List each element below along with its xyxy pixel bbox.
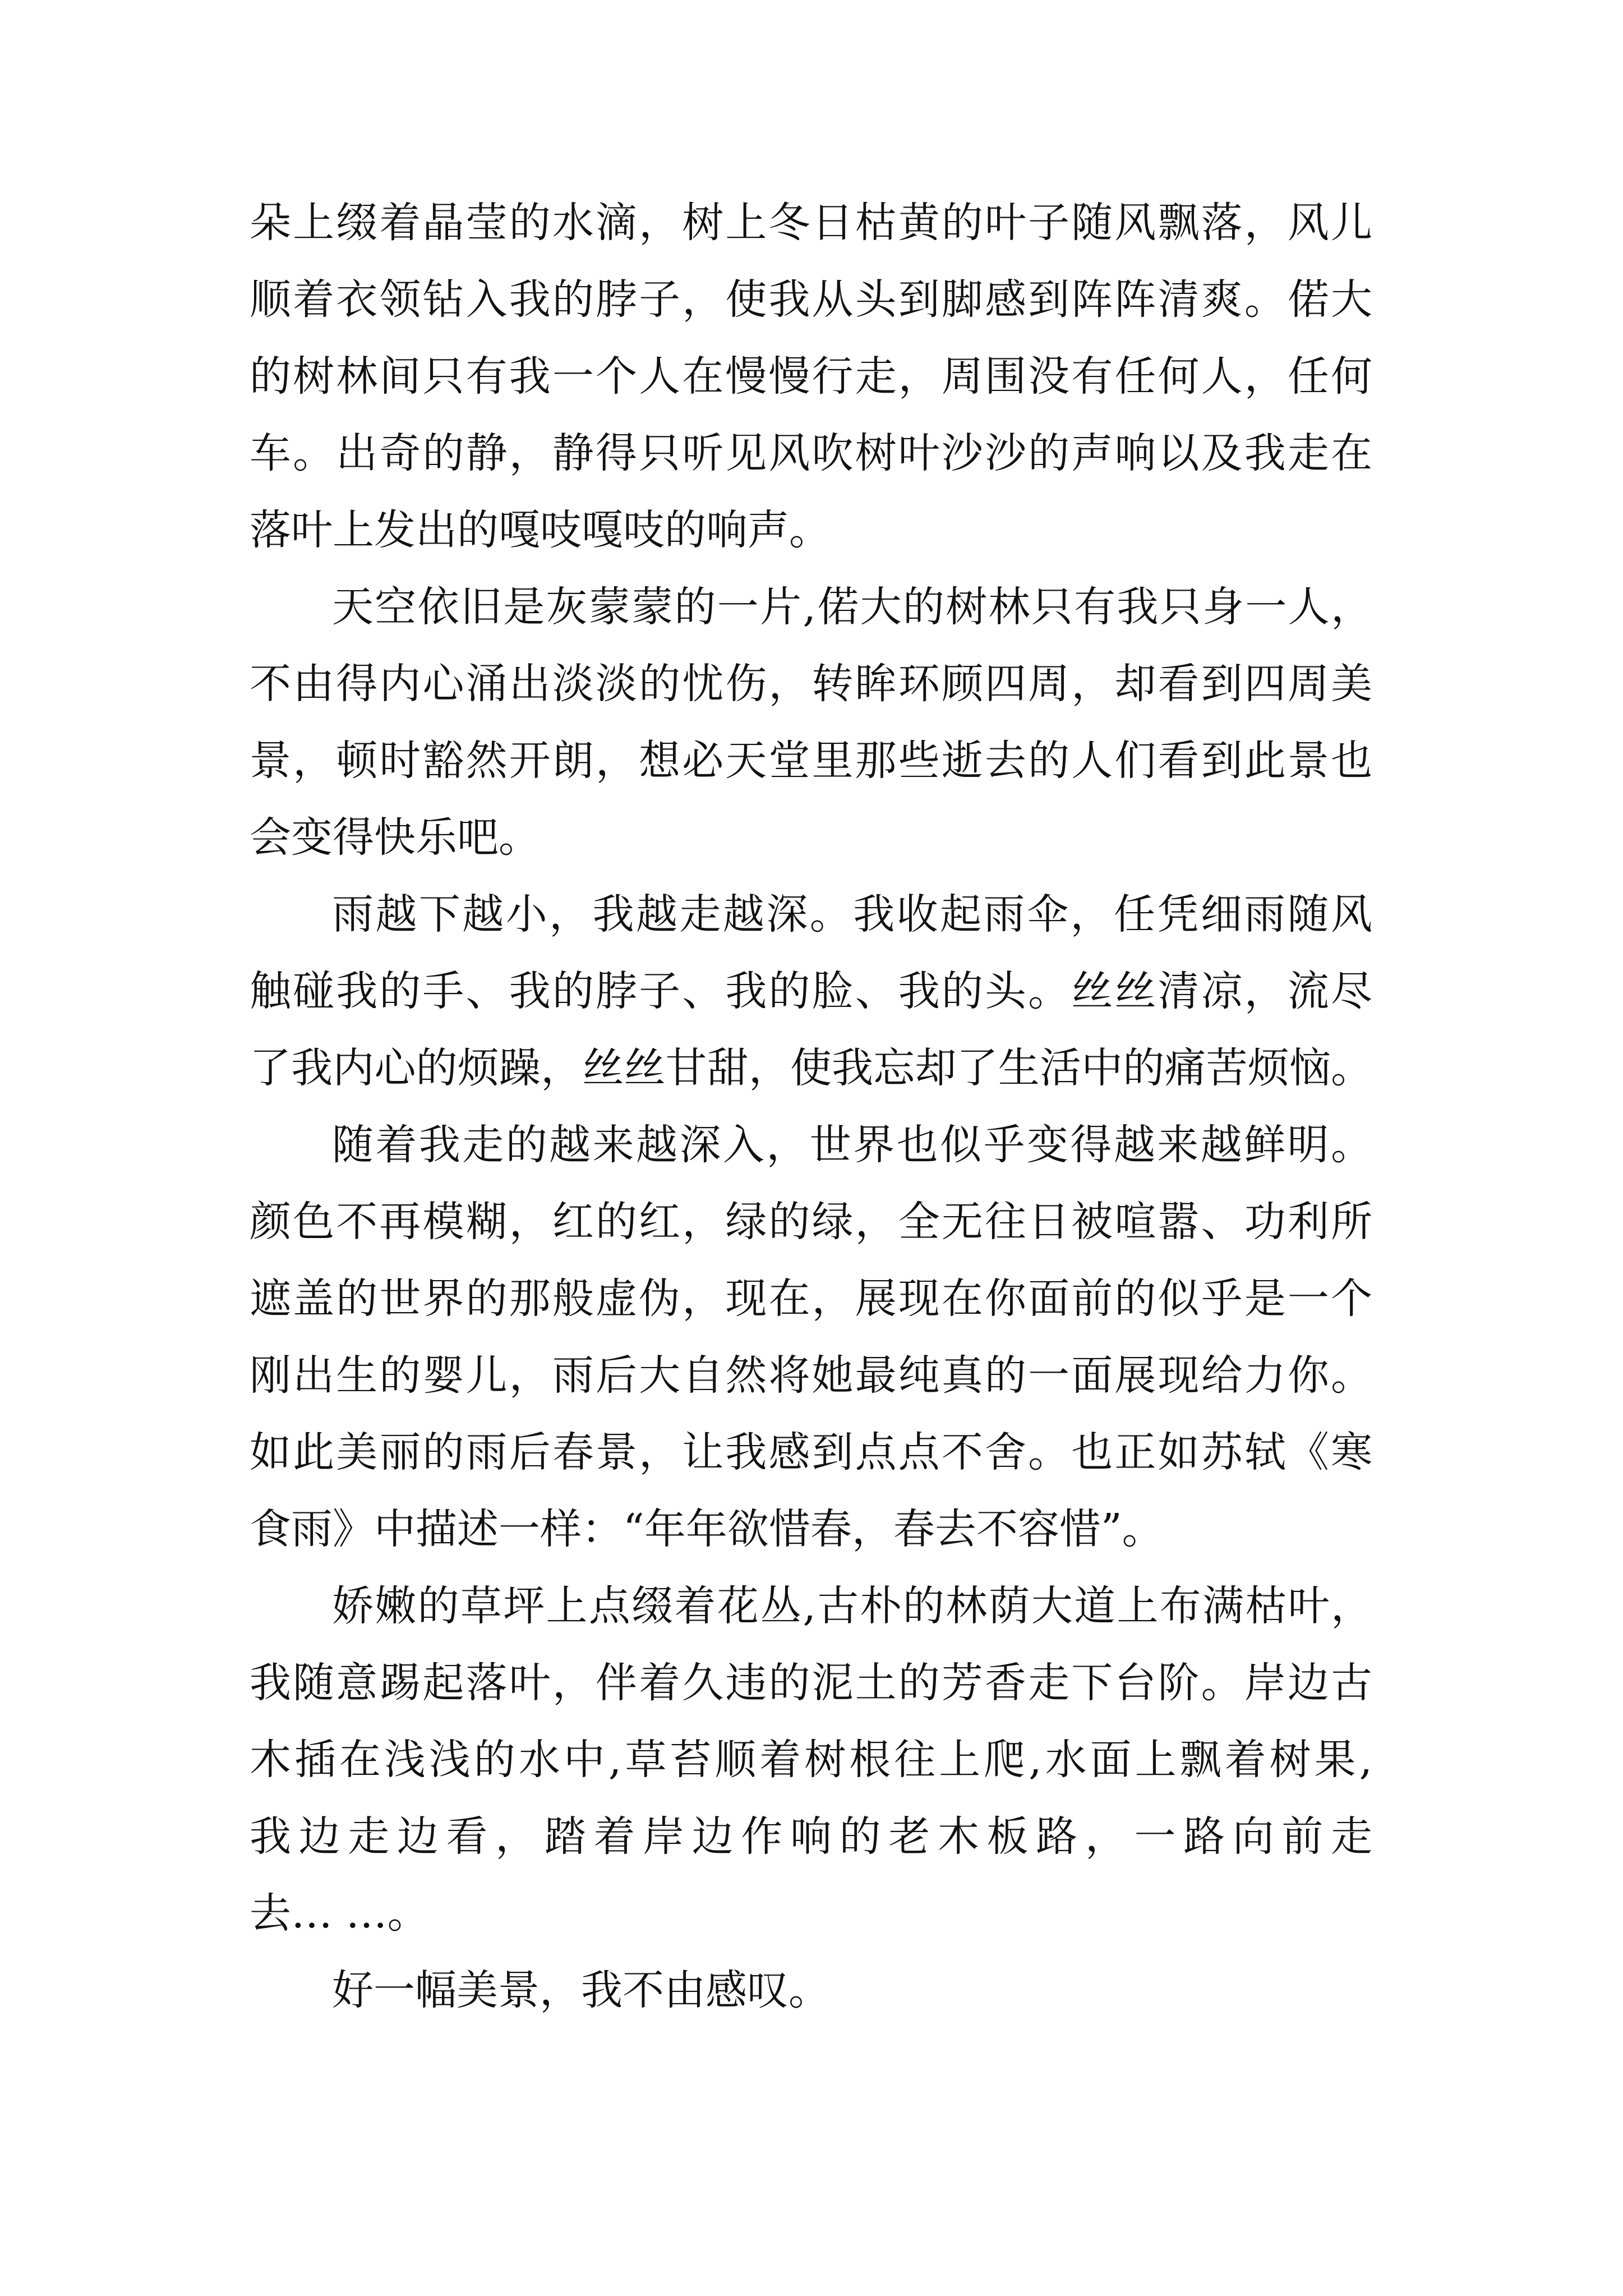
text-line: 我边走边看，踏着岸边作响的老木板路，一路向前走 — [250, 1812, 1372, 1861]
text-line: 顺着衣领钻入我的脖子，使我从头到脚感到阵阵清爽。偌大 — [250, 275, 1372, 324]
paragraph-first-line: 好一幅美景，我不由感叹。 — [332, 1966, 830, 2014]
text-line: 木插在浅浅的水中,草苔顺着树根往上爬,水面上飘着树果, — [250, 1736, 1372, 1784]
text-line: 景，顿时豁然开朗，想必天堂里那些逝去的人们看到此景也 — [250, 737, 1372, 785]
text-line: 颜色不再模糊，红的红，绿的绿，全无往日被喧嚣、功利所 — [250, 1198, 1372, 1246]
text-line: 车。出奇的静，静得只听见风吹树叶沙沙的声响以及我走在 — [250, 429, 1372, 477]
paragraph-first-line: 随着我走的越来越深入，世界也似乎变得越来越鲜明。 — [332, 1121, 1372, 1169]
paragraph-first-line: 天空依旧是灰蒙蒙的一片,偌大的树林只有我只身一人， — [332, 583, 1372, 631]
text-line: 食雨》中描述一样：“年年欲惜春，春去不容惜”。 — [250, 1505, 1164, 1553]
text-line: 触碰我的手、我的脖子、我的脸、我的头。丝丝清凉，流尽 — [250, 967, 1372, 1015]
text-line: 我随意踢起落叶，伴着久违的泥土的芳香走下台阶。岸边古 — [250, 1659, 1372, 1707]
paragraph-first-line: 娇嫩的草坪上点缀着花丛,古朴的林荫大道上布满枯叶， — [332, 1582, 1372, 1630]
text-line: 的树林间只有我一个人在慢慢行走，周围没有任何人，任何 — [250, 352, 1372, 401]
text-line: 落叶上发出的嘎吱嘎吱的响声。 — [250, 506, 831, 554]
text-line: 不由得内心涌出淡淡的忧伤，转眸环顾四周，却看到四周美 — [250, 660, 1372, 708]
text-line: 如此美丽的雨后春景，让我感到点点不舍。也正如苏轼《寒 — [250, 1428, 1372, 1476]
text-line: 遮盖的世界的那般虚伪，现在，展现在你面前的似乎是一个 — [250, 1274, 1372, 1323]
text-line: 刚出生的婴儿，雨后大自然将她最纯真的一面展现给力你。 — [250, 1351, 1372, 1400]
text-line: 朵上缀着晶莹的水滴，树上冬日枯黄的叶子随风飘落，风儿 — [250, 199, 1372, 247]
paragraph-first-line: 雨越下越小，我越走越深。我收起雨伞，任凭细雨随风 — [332, 890, 1372, 938]
text-line: 会变得快乐吧。 — [250, 813, 540, 862]
text-line: 了我内心的烦躁，丝丝甘甜，使我忘却了生活中的痛苦烦恼。 — [250, 1044, 1372, 1092]
text-line: 去… …。 — [250, 1889, 429, 1938]
